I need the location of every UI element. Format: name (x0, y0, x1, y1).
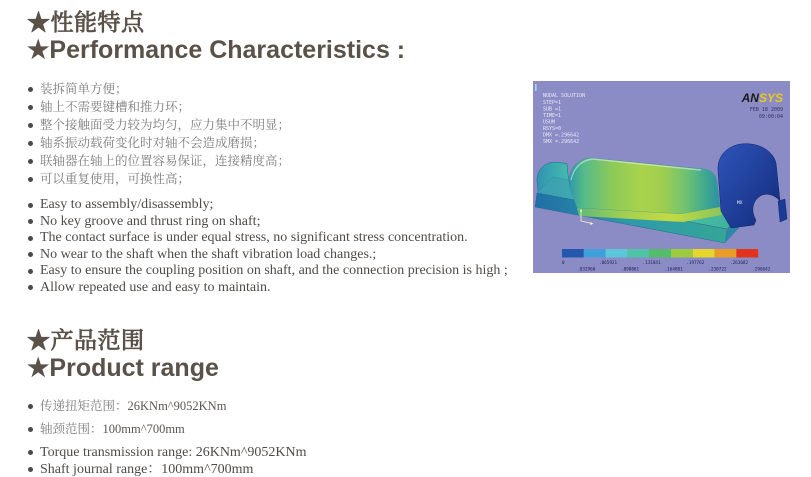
performance-title-zh: ★性能特点 (27, 9, 145, 35)
svg-text:0 (562, 260, 565, 266)
plot-date: FEB 18 2009 (749, 107, 783, 113)
performance-bullets-zh (27, 80, 527, 188)
range-value: 26KNm^9052KNm (127, 399, 227, 414)
header-line: NODAL SOLUTION (543, 93, 586, 99)
svg-text:.131841 (643, 260, 662, 266)
list-item: 轴系振动载荷变化时对轴不会造成磨损； (27, 134, 527, 152)
list-item: The contact surface is under equal stress, no significant stress concentration. (27, 230, 527, 247)
product-range-title-en: ★Product range (27, 354, 219, 383)
legend-value: .131841 (642, 261, 661, 266)
legend-value: .032960 (577, 267, 596, 273)
list-item: Easy to ensure the coupling position on shaft, and the connection precision is high ; (27, 263, 527, 280)
header-line: SUB =1 (543, 106, 562, 113)
legend-segment (649, 249, 671, 258)
performance-title-en: ★Performance Characteristics : (27, 36, 406, 65)
plot-time: 09:00:04 (758, 114, 783, 120)
legend-value: 0 (562, 261, 565, 266)
list-item: 联轴器在轴上的位置容易保证，连接精度高； (27, 152, 527, 170)
svg-text:.263682 (730, 260, 749, 266)
header-line: DMX =.296642 (543, 132, 580, 139)
legend-value: .263682 (730, 261, 749, 266)
legend-value: .230722 (708, 267, 727, 273)
legend-segment (627, 249, 649, 258)
header-line: STEP=1 (543, 100, 562, 106)
list-item: Torque transmission range: 26KNm^9052KNm (27, 444, 527, 461)
ansys-logo-sys: SYS (758, 91, 783, 105)
legend-segment (715, 249, 737, 258)
header-line: SMX =.296642 (543, 139, 580, 145)
legend-segment (671, 249, 693, 258)
header-line: TIME=1 (543, 113, 562, 119)
svg-text:.032960 (577, 267, 596, 273)
svg-text:.065921 (599, 260, 618, 266)
performance-section (27, 8, 527, 296)
list-item (27, 418, 527, 441)
list-item: 装拆简单方便； (27, 80, 527, 98)
list-item: Easy to assembly/disassembly; (27, 197, 527, 214)
legend-segment (736, 249, 758, 258)
ansys-simulation-figure (533, 81, 790, 273)
svg-text:.197762 (686, 260, 705, 266)
legend-segment (584, 249, 606, 258)
plot-corner-mark (535, 84, 537, 91)
range-label: 传递扭矩范围： (40, 399, 128, 414)
list-item: Allow repeated use and easy to maintain. (27, 280, 527, 297)
header-line: RSYS=0 (543, 126, 562, 132)
product-range-title-zh: ★产品范围 (27, 327, 145, 353)
svg-text:.098881 (621, 267, 640, 273)
legend-segment (562, 249, 584, 258)
range-label: 轴颈范围： (40, 422, 103, 437)
svg-text:.164801 (665, 267, 684, 273)
legend-segment (606, 249, 628, 258)
legend-value: .296642 (752, 267, 771, 273)
list-item (27, 395, 527, 418)
product-range-bullets-zh (27, 395, 527, 441)
legend-value: .197762 (686, 261, 705, 266)
legend-value: .164801 (664, 267, 683, 273)
performance-bullets-en (27, 197, 527, 296)
header-line: USUM (543, 119, 556, 126)
list-item: 轴上不需要键槽和推力环； (27, 98, 527, 116)
list-item: 可以重复使用，可换性高； (27, 170, 527, 188)
list-item: 整个接触面受力较为均匀，应力集中不明显； (27, 116, 527, 134)
svg-text:.230722 (708, 267, 727, 273)
list-item: Shaft journal range：100mm^700mm (27, 461, 527, 477)
legend-value: .098881 (621, 267, 640, 273)
max-point-label: MX (737, 201, 743, 206)
ansys-logo (741, 91, 783, 105)
legend-segment (693, 249, 715, 258)
product-range-section (27, 326, 527, 477)
ansys-logo-an: AN (741, 91, 759, 105)
range-value: 100mm^700mm (102, 422, 185, 437)
list-item: No wear to the shaft when the shaft vibration load changes.; (27, 247, 527, 264)
product-range-bullets-en (27, 444, 527, 477)
svg-text:.296642 (752, 267, 771, 273)
list-item: No key groove and thrust ring on shaft; (27, 214, 527, 231)
legend-value: .065921 (599, 261, 618, 266)
